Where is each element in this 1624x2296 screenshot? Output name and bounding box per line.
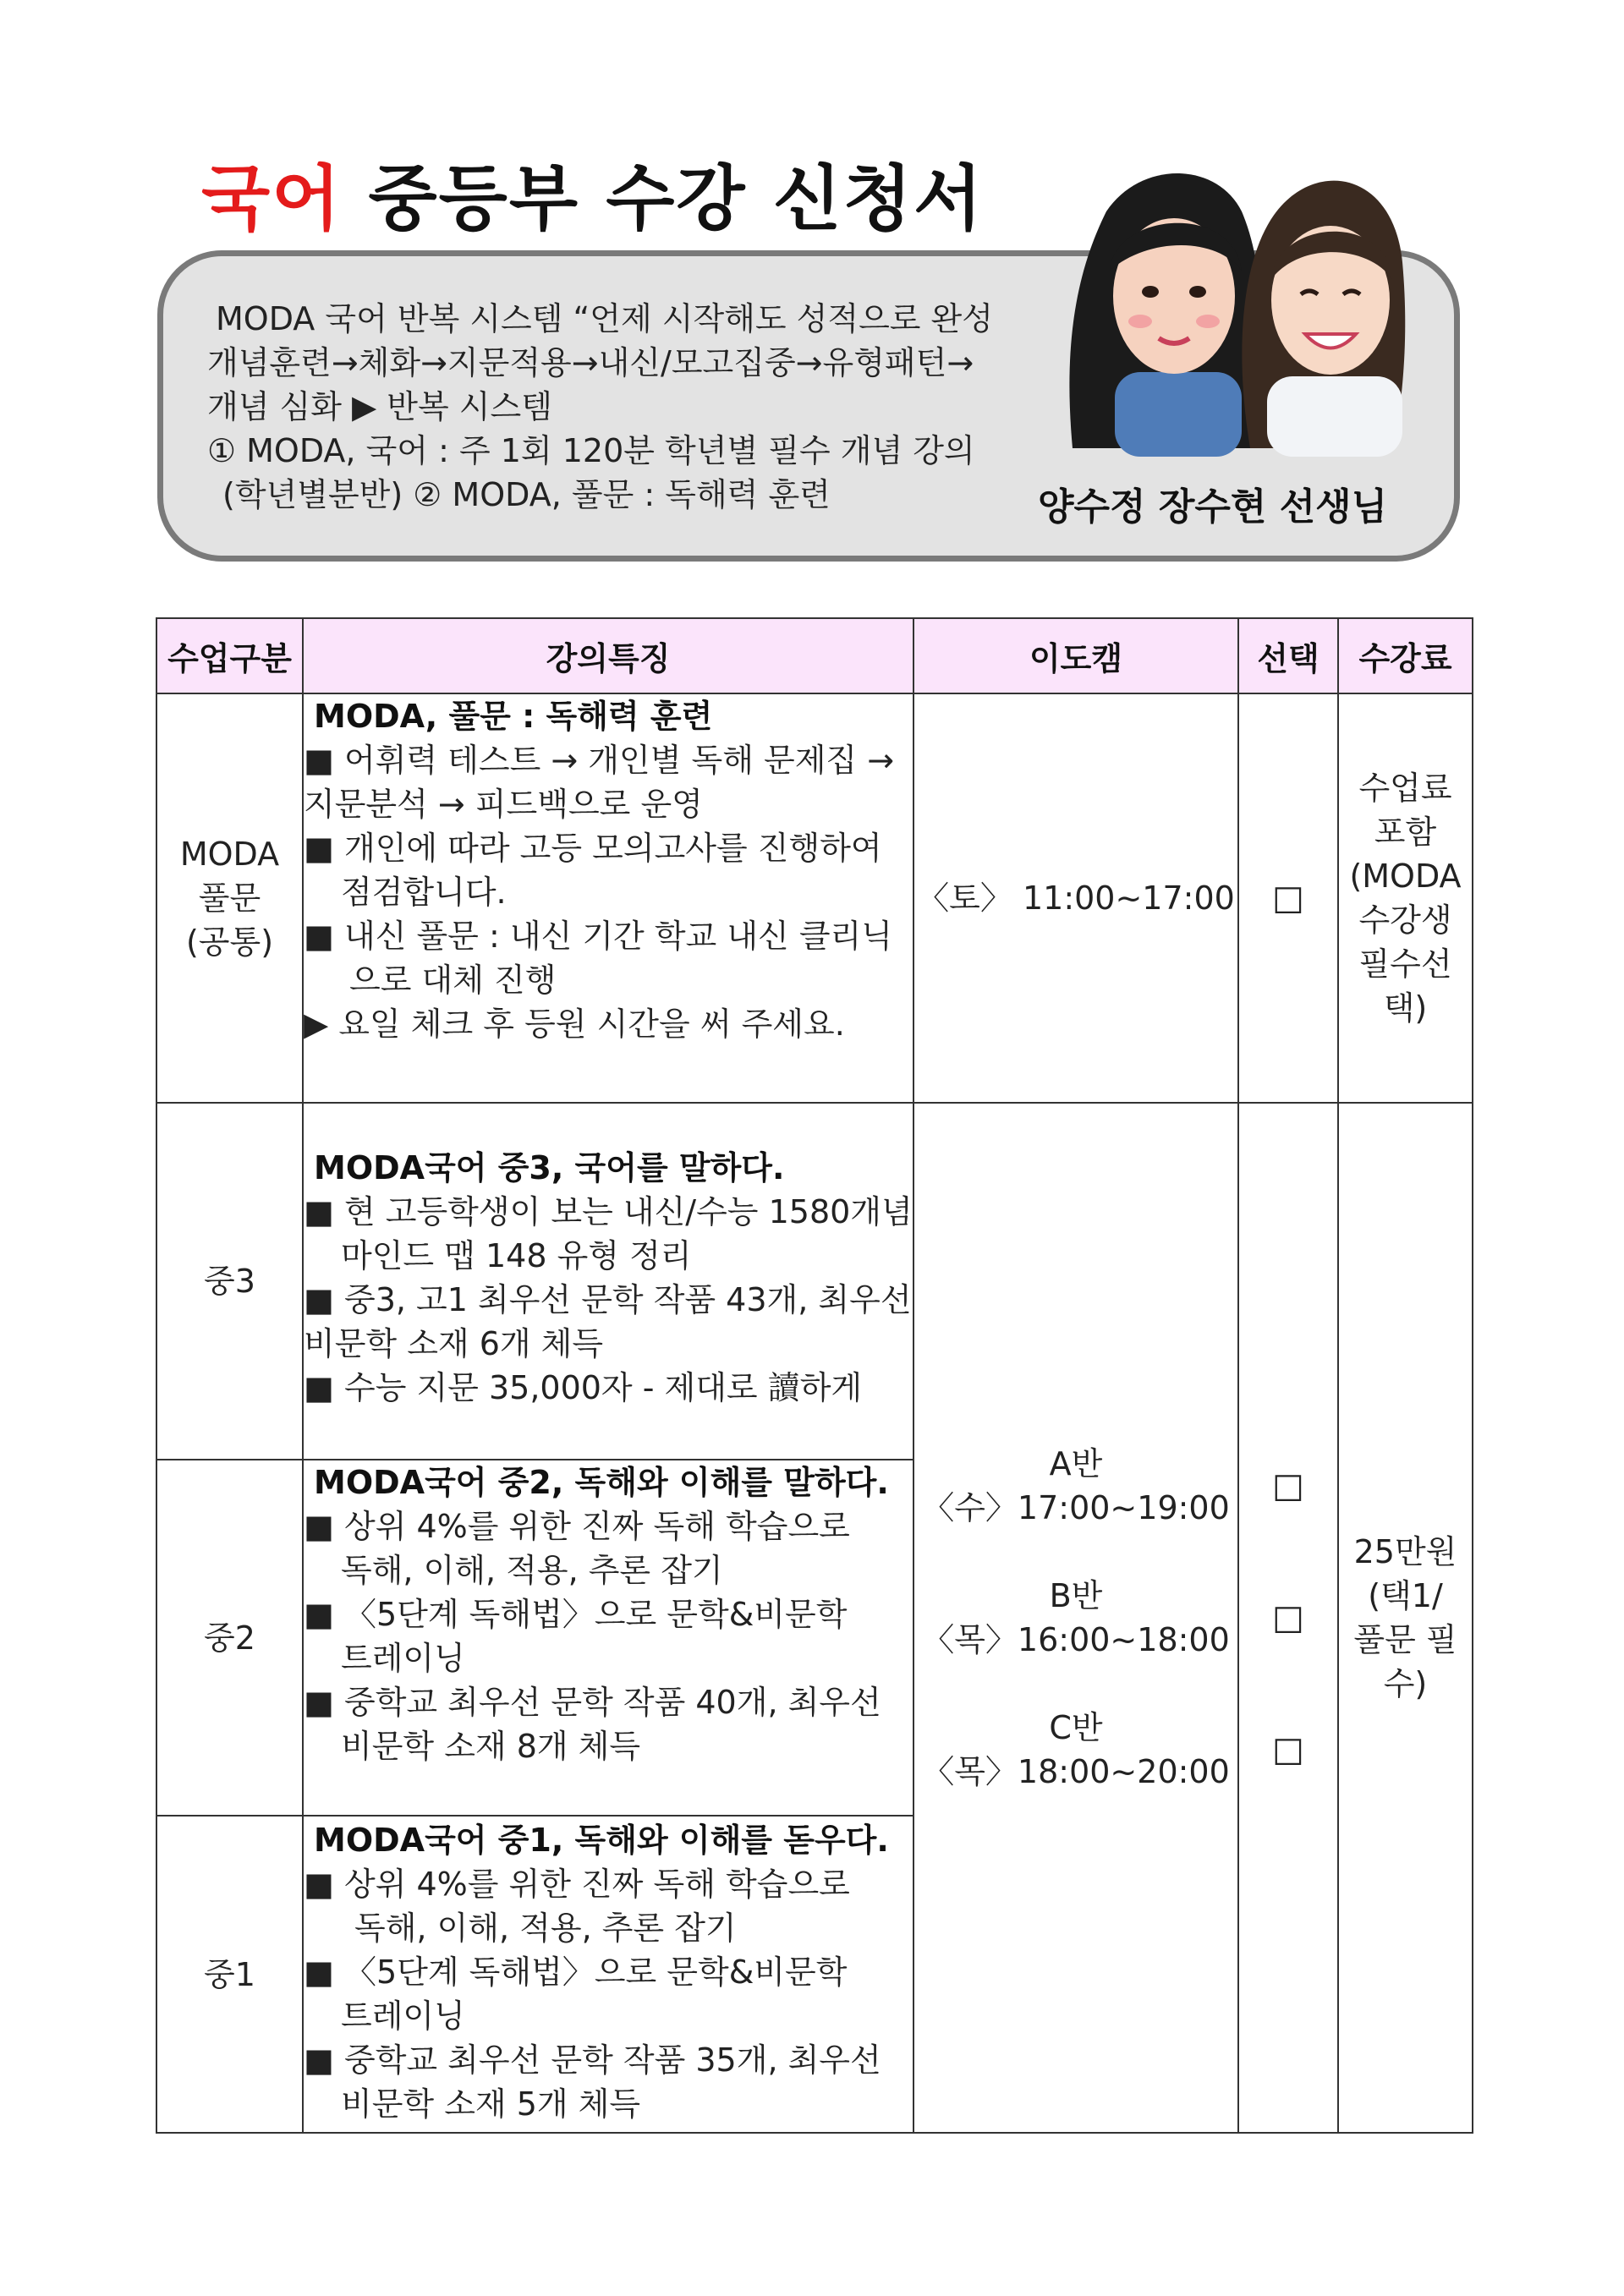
category-cell-m3: 중3 xyxy=(156,1103,303,1460)
slot-a-name: A반 xyxy=(1049,1445,1103,1482)
fee-cell-moda xyxy=(1338,693,1473,1103)
feature-title: MODA국어 중1, 독해와 이해를 돋우다. xyxy=(314,1822,889,1859)
feature-line: 비문학 소재 6개 체득 xyxy=(304,1325,604,1362)
teacher-portraits xyxy=(1056,161,1411,457)
feature-line: 비문학 소재 5개 체득 xyxy=(341,2085,641,2123)
title-rest: 중등부 수강 신청서 xyxy=(342,157,985,240)
fee-text: 택) xyxy=(1383,989,1428,1027)
feature-line: ■ 상위 4%를 위한 진짜 독해 학습으로 xyxy=(304,1866,850,1903)
feature-line: ■ 상위 4%를 위한 진짜 독해 학습으로 xyxy=(304,1508,850,1545)
select-checkbox-b[interactable]: □ xyxy=(1272,1598,1304,1637)
teacher-portrait-left xyxy=(1069,173,1262,457)
select-checkbox-moda[interactable]: □ xyxy=(1272,879,1304,918)
intro-line: (학년별분반) ② MODA, 풀문 : 독해력 훈련 xyxy=(222,476,831,513)
table-row-m3 xyxy=(156,1103,1473,1460)
slot-c-time: 〈목〉18:00~20:00 xyxy=(922,1753,1230,1790)
feature-title: MODA, 풀문 : 독해력 훈련 xyxy=(314,698,713,735)
fee-cell-group xyxy=(1338,1103,1473,2133)
feature-line: ■ 내신 풀문 : 내신 기간 학교 내신 클리닉 xyxy=(304,918,892,955)
fee-text: (택1/ xyxy=(1368,1577,1443,1614)
feature-line: ▶ 요일 체크 후 등원 시간을 써 주세요. xyxy=(304,1006,845,1043)
course-table xyxy=(156,617,1473,2134)
intro-line: MODA 국어 반복 시스템 “언제 시작해도 성적으로 완성 xyxy=(216,300,993,337)
fee-text: 수) xyxy=(1383,1665,1428,1702)
fee-text: (MODA xyxy=(1349,858,1462,895)
feature-line: ■ 어휘력 테스트 → 개인별 독해 문제집 → xyxy=(304,742,895,779)
page-title xyxy=(201,142,984,244)
feature-line: 점검합니다. xyxy=(341,874,507,911)
intro-text xyxy=(207,297,993,517)
title-accent: 국어 xyxy=(201,157,343,240)
table-header-row xyxy=(156,618,1473,693)
feature-line: 으로 대체 진행 xyxy=(349,962,557,999)
slot-c-name: C반 xyxy=(1049,1709,1103,1746)
fee-text: 포함 xyxy=(1374,814,1437,851)
time-cell-moda: 〈토〉 11:00~17:00 xyxy=(914,693,1238,1103)
category-text: 풀문 xyxy=(198,879,261,917)
fee-text: 풀문 필 xyxy=(1353,1621,1457,1658)
category-text: MODA xyxy=(179,836,280,873)
teacher-portrait-right xyxy=(1242,181,1405,457)
intro-line: 개념훈련→체화→지문적용→내신/모고집중→유형패턴→ xyxy=(207,344,974,381)
feature-line: 독해, 이해, 적용, 추론 잡기 xyxy=(354,1910,737,1947)
features-cell-m3 xyxy=(303,1103,914,1460)
header-select: 선택 xyxy=(1238,618,1338,693)
select-checkbox-c[interactable]: □ xyxy=(1272,1730,1304,1769)
header-category: 수업구분 xyxy=(156,618,303,693)
header-features: 강의특징 xyxy=(303,618,914,693)
category-cell-moda xyxy=(156,693,303,1103)
feature-line: ■ 중학교 최우선 문학 작품 40개, 최우선 xyxy=(304,1684,881,1721)
feature-line: ■ 〈5단계 독해법〉으로 문학&비문학 xyxy=(304,1596,848,1633)
feature-line: 지문분석 → 피드백으로 운영 xyxy=(304,786,703,823)
category-text: (공통) xyxy=(185,923,274,961)
intro-line: ① MODA, 국어 : 주 1회 120분 학년별 필수 개념 강의 xyxy=(207,432,975,469)
category-cell-m1: 중1 xyxy=(156,1816,303,2133)
table-row-moda xyxy=(156,693,1473,1103)
select-cell-moda xyxy=(1238,693,1338,1103)
select-cell-group xyxy=(1238,1103,1338,2133)
fee-text: 필수선 xyxy=(1358,945,1452,983)
fee-text: 25만원 xyxy=(1353,1533,1457,1570)
feature-line: 트레이닝 xyxy=(341,1997,465,2035)
slot-b-time: 〈목〉16:00~18:00 xyxy=(922,1621,1230,1658)
features-cell-m2 xyxy=(303,1460,914,1816)
feature-line: 마인드 맵 148 유형 정리 xyxy=(341,1237,692,1274)
fee-text: 수강생 xyxy=(1358,901,1452,939)
slot-a-time: 〈수〉17:00~19:00 xyxy=(922,1489,1230,1526)
feature-line: ■ 현 고등학생이 보는 내신/수능 1580개념 xyxy=(304,1193,913,1230)
intro-line: 개념 심화 ▶ 반복 시스템 xyxy=(207,388,552,425)
spacer xyxy=(1239,1640,1337,1684)
feature-line: 트레이닝 xyxy=(341,1640,465,1677)
header-fee: 수강료 xyxy=(1338,618,1473,693)
spacer xyxy=(1239,1508,1337,1552)
fee-text: 수업료 xyxy=(1358,770,1452,807)
feature-line: ■ 개인에 따라 고등 모의고사를 진행하여 xyxy=(304,830,882,867)
spacer xyxy=(1239,1552,1337,1596)
feature-title: MODA국어 중2, 독해와 이해를 말하다. xyxy=(314,1464,889,1501)
feature-line: ■ 수능 지문 35,000자 - 제대로 讀하게 xyxy=(304,1369,863,1406)
header-campus: 이도캠 xyxy=(914,618,1238,693)
features-cell-m1 xyxy=(303,1816,914,2133)
teachers-name: 양수정 장수현 선생님 xyxy=(1038,485,1388,529)
select-checkbox-a[interactable]: □ xyxy=(1272,1466,1304,1505)
spacer xyxy=(1239,1684,1337,1728)
feature-line: 비문학 소재 8개 체득 xyxy=(341,1728,641,1765)
spacer xyxy=(914,1662,1237,1706)
category-cell-m2: 중2 xyxy=(156,1460,303,1816)
feature-line: ■ 중3, 고1 최우선 문학 작품 43개, 최우선 xyxy=(304,1281,912,1318)
feature-title: MODA국어 중3, 국어를 말하다. xyxy=(314,1149,785,1186)
spacer xyxy=(914,1530,1237,1574)
slot-b-name: B반 xyxy=(1049,1577,1103,1614)
features-cell-moda xyxy=(303,693,914,1103)
feature-line: ■ 중학교 최우선 문학 작품 35개, 최우선 xyxy=(304,2041,881,2079)
feature-line: ■ 〈5단계 독해법〉으로 문학&비문학 xyxy=(304,1954,848,1991)
time-cell-group xyxy=(914,1103,1238,2133)
feature-line: 독해, 이해, 적용, 추론 잡기 xyxy=(341,1552,723,1589)
